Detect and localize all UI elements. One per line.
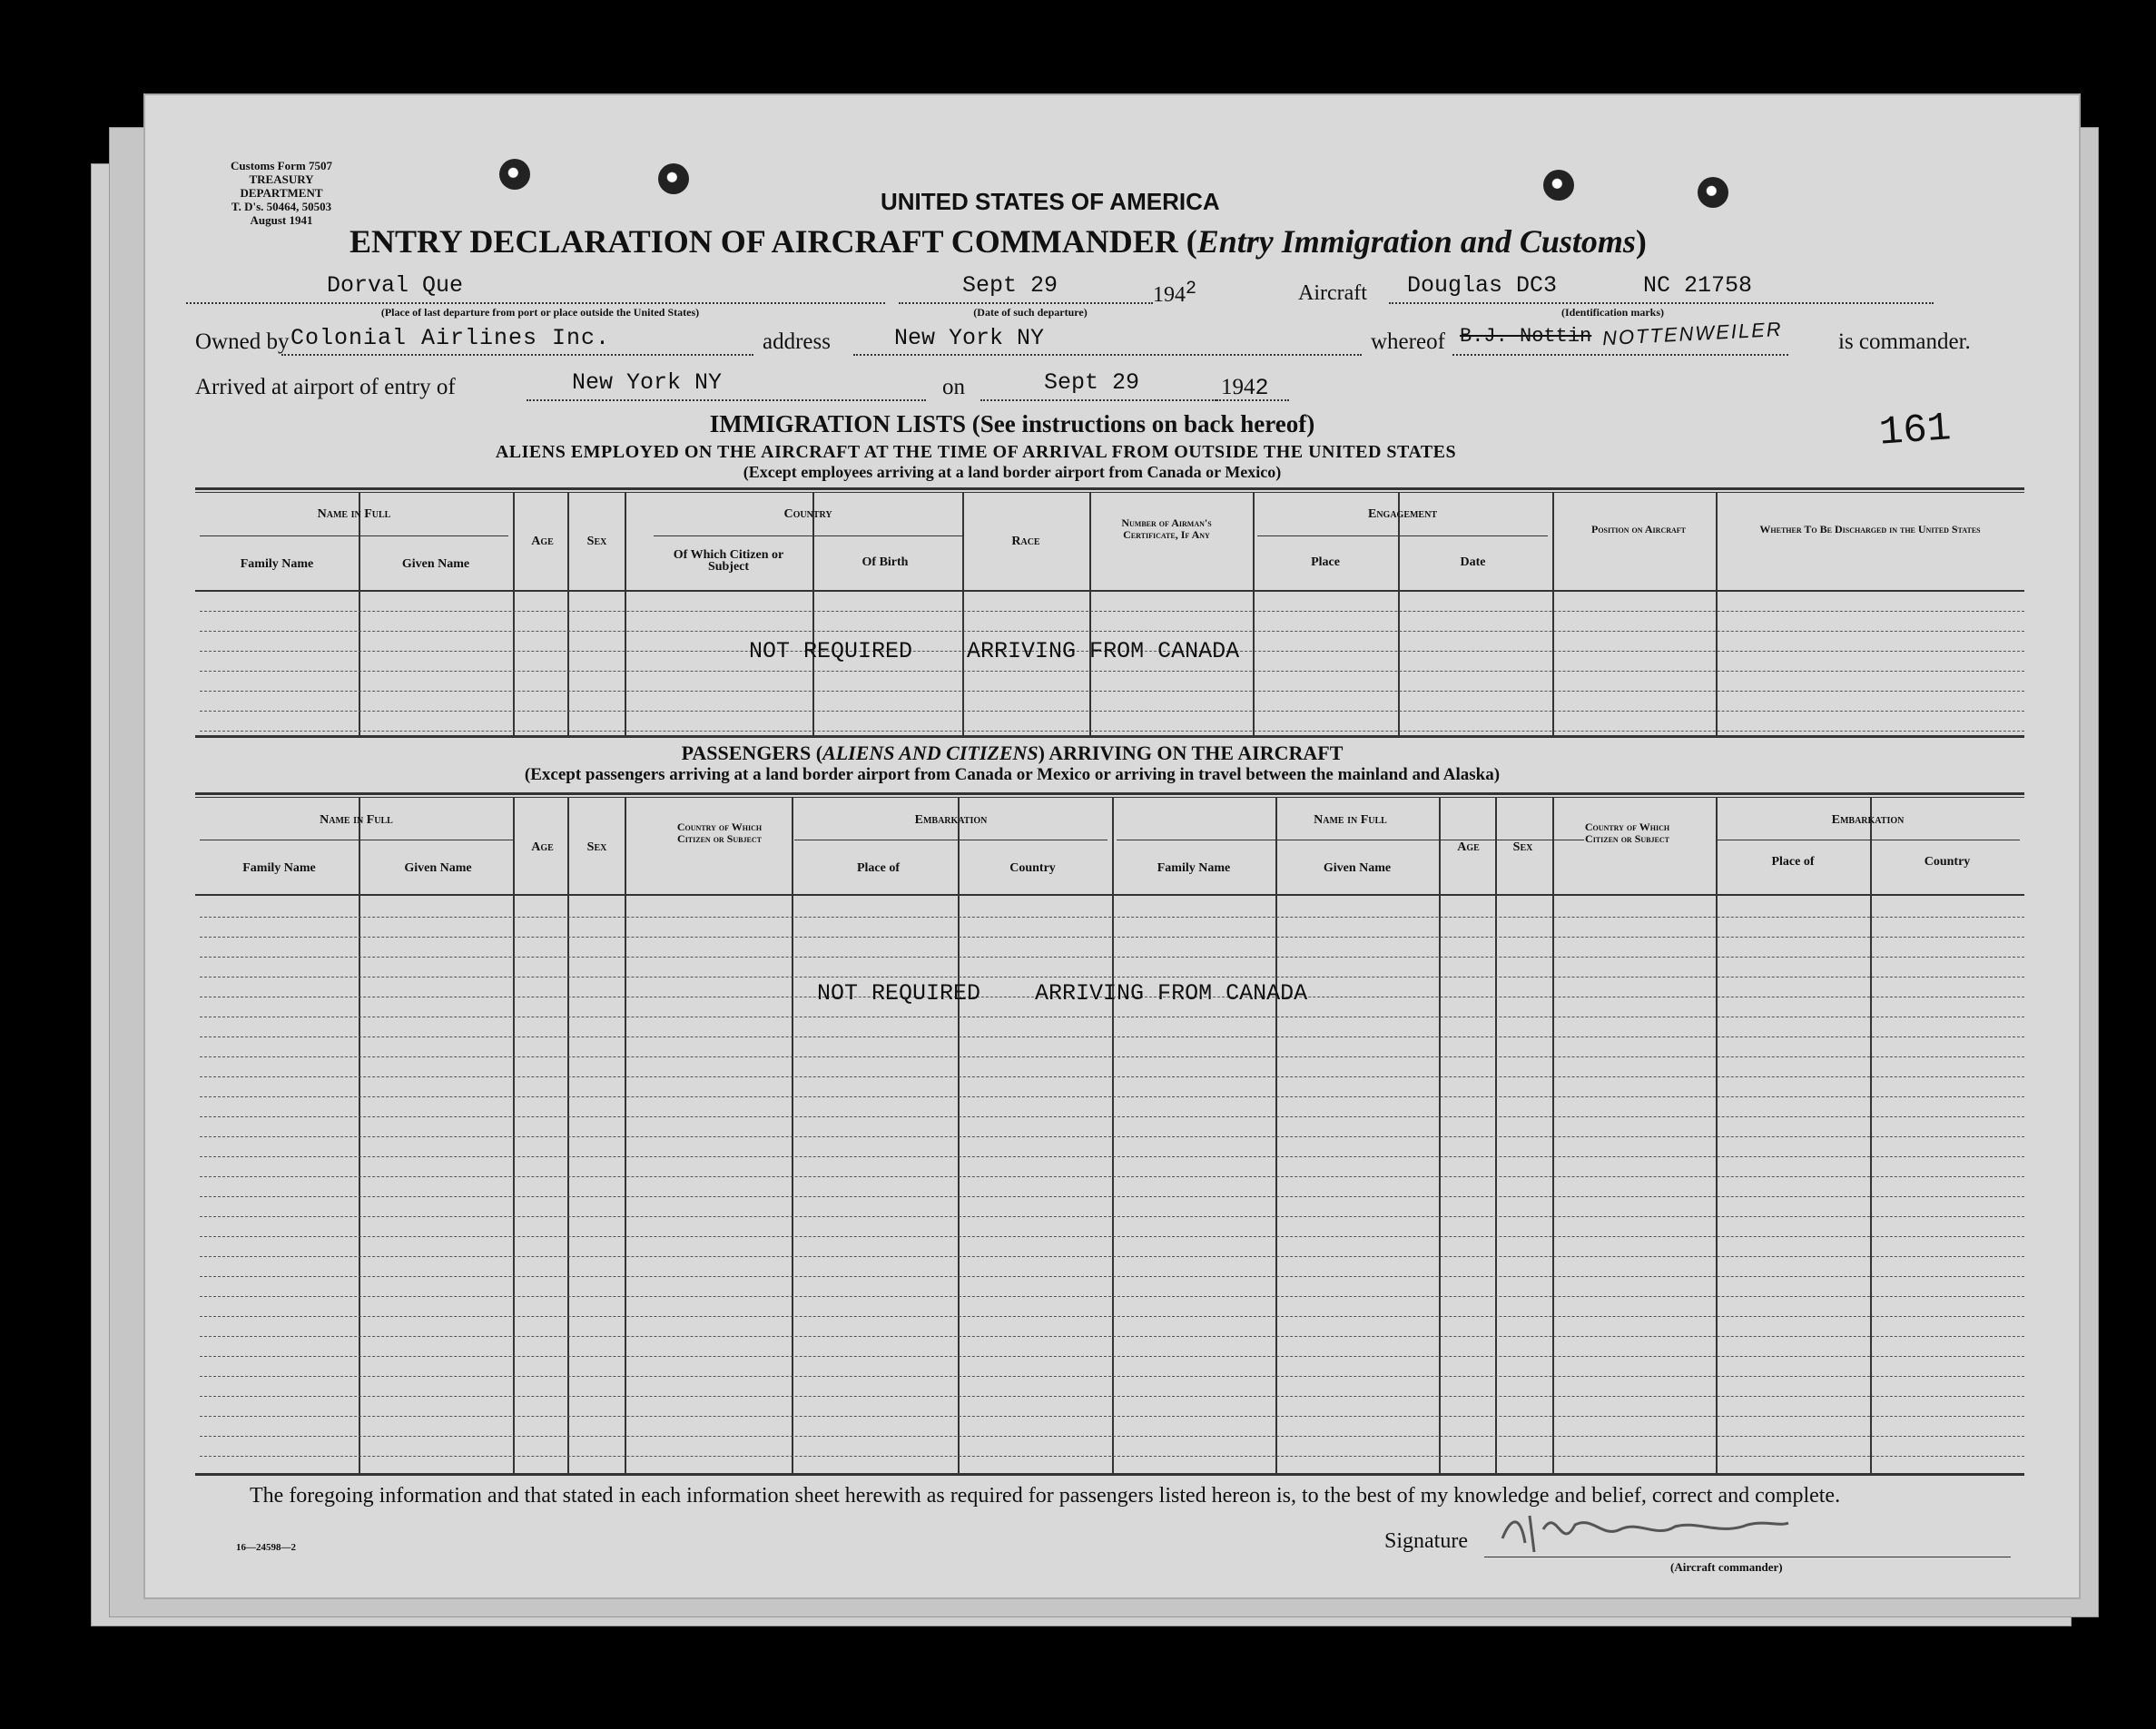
title-italic: Entry Immigration and Customs bbox=[1196, 223, 1636, 260]
t1-date: Date bbox=[1460, 555, 1486, 569]
table2-row-rule bbox=[200, 1296, 2024, 1297]
t1-country-subline bbox=[654, 535, 962, 536]
table2-row-rule bbox=[200, 1236, 2024, 1237]
table2-column-divider bbox=[1439, 797, 1441, 1473]
owned-by-label: Owned by bbox=[195, 329, 290, 354]
table1-column-divider bbox=[1552, 492, 1554, 735]
arrival-airport-line bbox=[527, 399, 926, 401]
table2-column-divider bbox=[359, 797, 360, 1473]
t2-given-name: Given Name bbox=[404, 861, 472, 875]
form-date: August 1941 bbox=[250, 213, 313, 227]
t2-country: Country bbox=[1009, 861, 1056, 875]
form-title bbox=[349, 222, 1647, 260]
form-sheet bbox=[145, 95, 2079, 1597]
table1-column-divider bbox=[812, 492, 814, 735]
form-number: Customs Form 7507 bbox=[231, 159, 332, 172]
arrival-date: Sept 29 bbox=[1044, 369, 1140, 396]
t2-family-name-2: Family Name bbox=[1157, 861, 1231, 875]
address-label: address bbox=[763, 329, 831, 354]
departure-date-line bbox=[899, 302, 1153, 304]
departure-date: Sept 29 bbox=[962, 272, 1058, 299]
table2-header-bottom bbox=[195, 894, 2024, 896]
table1-top-inner bbox=[195, 492, 2024, 493]
t1-engagement-subline bbox=[1257, 535, 1548, 536]
arrived-label: Arrived at airport of entry of bbox=[195, 375, 456, 399]
table2-column-divider bbox=[625, 797, 626, 1473]
table2-row-rule bbox=[200, 937, 2024, 938]
table2-row-rule bbox=[200, 1376, 2024, 1377]
aircraft-line bbox=[1389, 302, 1934, 304]
signature-label: Signature bbox=[1384, 1529, 1468, 1553]
table1-row-rule bbox=[200, 671, 2024, 672]
departure-place-caption: (Place of last departure from port or place outside the United States) bbox=[380, 306, 700, 319]
commander-line bbox=[1452, 354, 1788, 356]
table1-column-divider bbox=[625, 492, 626, 735]
title-close: ) bbox=[1635, 223, 1647, 260]
registration-marks: NC 21758 bbox=[1643, 272, 1753, 299]
t2-sex-2: Sex bbox=[1512, 840, 1533, 854]
arrival-year-prefix: 194 bbox=[1221, 375, 1255, 399]
t2-place-of-2: Place of bbox=[1771, 855, 1815, 869]
t2-name-in-full: Name in Full bbox=[320, 813, 393, 827]
table1-column-divider bbox=[1398, 492, 1400, 735]
table2-row-rule bbox=[200, 1096, 2024, 1097]
t2-sex: Sex bbox=[586, 840, 607, 854]
departure-date-caption: (Date of such departure) bbox=[973, 306, 1088, 319]
binder-hole bbox=[658, 163, 689, 194]
binder-hole bbox=[499, 159, 530, 190]
passengers-title-italic: ALIENS AND CITIZENS bbox=[822, 742, 1039, 764]
table1-column-divider bbox=[1089, 492, 1091, 735]
table2-row-rule bbox=[200, 1356, 2024, 1357]
year-prefix: 194 bbox=[1153, 283, 1186, 307]
table1-column-divider bbox=[359, 492, 360, 735]
aircraft-label: Aircraft bbox=[1298, 281, 1367, 305]
title-main: ENTRY DECLARATION OF AIRCRAFT COMMANDER ( bbox=[349, 223, 1197, 260]
signature-caption: (Aircraft commander) bbox=[1670, 1560, 1783, 1574]
passengers-title-b: ) ARRIVING ON THE AIRCRAFT bbox=[1038, 742, 1344, 764]
table2-row-rule bbox=[200, 1256, 2024, 1257]
t1-country: Country bbox=[783, 507, 832, 521]
table2-row-rule bbox=[200, 1276, 2024, 1277]
table1-column-divider bbox=[1716, 492, 1718, 735]
t1-position: Position on Aircraft bbox=[1590, 523, 1686, 535]
table2-bottom bbox=[195, 1473, 2024, 1476]
table2-column-divider bbox=[1870, 797, 1872, 1473]
table2-column-divider bbox=[1552, 797, 1554, 1473]
table1-row-rule bbox=[200, 631, 2024, 632]
t2-name-in-full-2: Name in Full bbox=[1314, 813, 1387, 827]
country-heading: UNITED STATES OF AMERICA bbox=[881, 188, 1220, 215]
is-commander-label: is commander. bbox=[1838, 329, 1971, 354]
t1-age: Age bbox=[531, 535, 554, 548]
immigration-stamp: NOT REQUIRED ARRIVING FROM CANADA bbox=[749, 638, 1240, 664]
td-numbers: T. D's. 50464, 50503 bbox=[231, 200, 332, 213]
identification-caption: (Identification marks) bbox=[1561, 306, 1664, 319]
table2-column-divider bbox=[792, 797, 793, 1473]
immigration-note: (Except employees arriving at a land border airport from Canada or Mexico) bbox=[743, 463, 1282, 481]
t2-given-name-2: Given Name bbox=[1323, 861, 1392, 875]
t2-citizen: Country of Which Citizen or Subject bbox=[676, 820, 763, 845]
arrival-year bbox=[1221, 375, 1269, 401]
t1-race: Race bbox=[1011, 535, 1040, 548]
table1-column-divider bbox=[1253, 492, 1255, 735]
t2-country-2: Country bbox=[1924, 855, 1971, 869]
arrival-date-line bbox=[980, 399, 1216, 401]
table2-row-rule bbox=[200, 917, 2024, 918]
passengers-title bbox=[508, 742, 1516, 765]
departure-place: Dorval Que bbox=[327, 272, 464, 299]
t1-family-name: Family Name bbox=[240, 557, 314, 571]
departure-year bbox=[1153, 279, 1196, 308]
binder-hole bbox=[1543, 170, 1574, 201]
arrival-airport: New York NY bbox=[572, 369, 723, 396]
department: TREASURY DEPARTMENT bbox=[240, 172, 323, 200]
t1-citizen: Of Which Citizen or Subject bbox=[673, 548, 784, 574]
table1-bottom bbox=[195, 735, 2024, 738]
on-label: on bbox=[942, 375, 965, 399]
t2-citizen-2: Country of Which Citizen or Subject bbox=[1584, 820, 1670, 845]
declaration-statement: The foregoing information and that stated in each information sheet herewith as required for passengers listed hereon is, to the best of my knowledge and belief, correct and complete. bbox=[250, 1484, 1841, 1508]
t1-discharged: Whether To Be Discharged in the United States bbox=[1759, 523, 1981, 535]
table2-row-rule bbox=[200, 1216, 2024, 1217]
table2-row-rule bbox=[200, 1396, 2024, 1397]
immigration-title: IMMIGRATION LISTS (See instructions on back hereof) bbox=[709, 410, 1315, 437]
table2-row-rule bbox=[200, 1156, 2024, 1157]
table2-row-rule bbox=[200, 1116, 2024, 1117]
table2-row-rule bbox=[200, 1336, 2024, 1337]
signature-scrawl bbox=[1493, 1498, 1793, 1561]
arrival-year-line bbox=[1216, 399, 1289, 401]
table2-column-divider bbox=[513, 797, 515, 1473]
aircraft-type: Douglas DC3 bbox=[1407, 272, 1558, 299]
table2-row-rule bbox=[200, 1196, 2024, 1197]
table2-row-rule bbox=[200, 1036, 2024, 1037]
arrival-year-suffix: 2 bbox=[1255, 375, 1269, 401]
table2-row-rule bbox=[200, 1436, 2024, 1437]
t2-embarkation-2: Embarkation bbox=[1831, 813, 1905, 827]
table1-column-divider bbox=[962, 492, 964, 735]
t1-birth: Of Birth bbox=[861, 555, 909, 569]
table2-column-divider bbox=[1275, 797, 1277, 1473]
table2-row-rule bbox=[200, 1176, 2024, 1177]
commander-name: NOTTENWEILER bbox=[1601, 317, 1784, 350]
table2-row-rule bbox=[200, 1056, 2024, 1057]
passengers-stamp: NOT REQUIRED ARRIVING FROM CANADA bbox=[817, 980, 1308, 1007]
table2-row-rule bbox=[200, 1316, 2024, 1317]
table1-row-rule bbox=[200, 611, 2024, 612]
t2-age: Age bbox=[531, 840, 554, 854]
table2-row-rule bbox=[200, 1136, 2024, 1137]
owner-line bbox=[281, 354, 753, 356]
table2-top-inner bbox=[195, 797, 2024, 798]
form-info bbox=[209, 159, 354, 227]
table1-column-divider bbox=[567, 492, 569, 735]
table1-row-rule bbox=[200, 691, 2024, 692]
t1-given-name: Given Name bbox=[401, 557, 470, 571]
table1-row-rule bbox=[200, 711, 2024, 712]
t2-family-name: Family Name bbox=[242, 861, 316, 875]
table2-column-divider bbox=[567, 797, 569, 1473]
t1-place: Place bbox=[1311, 555, 1340, 569]
t1-sex: Sex bbox=[586, 535, 607, 548]
table1-row-rule bbox=[200, 731, 2024, 732]
print-code: 16—24598—2 bbox=[236, 1542, 296, 1553]
address-line bbox=[853, 354, 1362, 356]
t1-certificate: Number of Airman's Certificate, If Any bbox=[1121, 516, 1212, 541]
table2-top bbox=[195, 792, 2024, 795]
table2-column-divider bbox=[1495, 797, 1497, 1473]
table2-column-divider bbox=[1112, 797, 1114, 1473]
table2-column-divider bbox=[958, 797, 960, 1473]
immigration-subtitle: ALIENS EMPLOYED ON THE AIRCRAFT AT THE TIME OF ARRIVAL FROM OUTSIDE THE UNITED STATES bbox=[495, 442, 1457, 462]
departure-place-line bbox=[186, 302, 885, 304]
table2-row-rule bbox=[200, 1456, 2024, 1457]
owner-address: New York NY bbox=[894, 325, 1045, 351]
table2-row-rule bbox=[200, 957, 2024, 958]
table1-top bbox=[195, 487, 2024, 490]
whereof-label: whereof bbox=[1371, 329, 1445, 354]
t2-place-of: Place of bbox=[856, 861, 901, 875]
t2-embarkation: Embarkation bbox=[914, 813, 988, 827]
table2-row-rule bbox=[200, 1416, 2024, 1417]
owner-name: Colonial Airlines Inc. bbox=[290, 325, 611, 351]
table1-header-bottom bbox=[195, 590, 2024, 592]
t1-engagement: Engagement bbox=[1367, 507, 1437, 521]
binder-hole bbox=[1698, 177, 1728, 208]
table1-column-divider bbox=[513, 492, 515, 735]
t2-age-2: Age bbox=[1457, 840, 1480, 854]
t1-name-in-full: Name in Full bbox=[317, 507, 391, 521]
table2-column-divider bbox=[1716, 797, 1718, 1473]
year-suffix: 2 bbox=[1186, 279, 1197, 300]
page-number: 161 bbox=[1877, 406, 1953, 457]
commander-struck: B.J. Nottin bbox=[1460, 325, 1592, 348]
passengers-note: (Except passengers arriving at a land border airport from Canada or Mexico or arriving in travel between the mainland and Alaska) bbox=[524, 765, 1501, 784]
passengers-title-a: PASSENGERS ( bbox=[681, 742, 823, 764]
t1-name-subline bbox=[200, 535, 508, 536]
table2-row-rule bbox=[200, 1076, 2024, 1077]
